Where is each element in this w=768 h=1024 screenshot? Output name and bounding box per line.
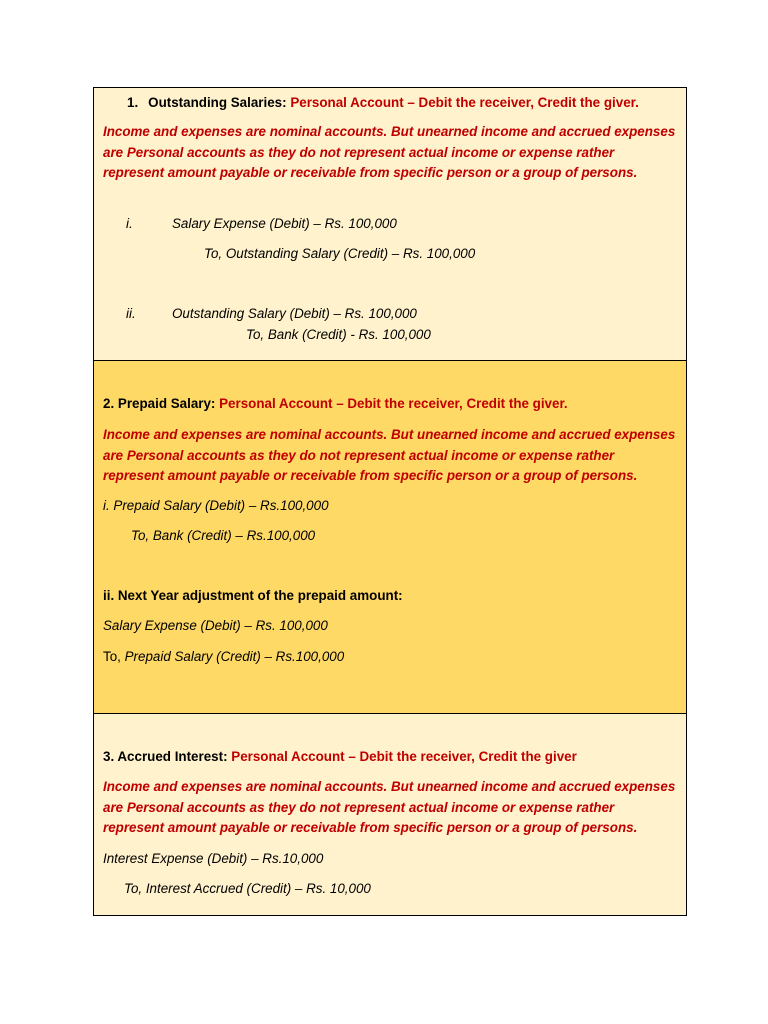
account-note: Income and expenses are nominal accounts. But unearned income and accrued expenses are Personal accounts as they do not represent actual income or expense rather represent amount payable or receivable from specific person or a group of persons. [103, 427, 676, 483]
entry-credit: To, Bank (Credit) - Rs. 100,000 [246, 327, 431, 342]
entry-number: i. [126, 216, 133, 231]
section-heading [103, 748, 577, 765]
entry-debit: Salary Expense (Debit) – Rs. 100,000 [172, 216, 397, 231]
entry-number: ii. [126, 306, 136, 321]
section-outstanding-salaries [94, 88, 686, 361]
entry-credit: Prepaid Salary (Credit) – Rs.100,000 [124, 649, 345, 664]
section-accrued-interest [94, 714, 686, 915]
entry-debit: Outstanding Salary (Debit) – Rs. 100,000 [172, 306, 417, 321]
entry-credit: To, Interest Accrued (Credit) – Rs. 10,000 [124, 881, 371, 896]
section-heading [103, 395, 568, 412]
entry-debit: Interest Expense (Debit) – Rs.10,000 [103, 851, 324, 866]
section-title: 3. Accrued Interest: [103, 749, 228, 764]
account-rule: Personal Account – Debit the receiver, Credit the giver. [290, 95, 639, 110]
entry-debit: i. Prepaid Salary (Debit) – Rs.100,000 [103, 498, 329, 513]
entry-credit: To, Outstanding Salary (Credit) – Rs. 100,000 [204, 246, 476, 261]
section-heading [127, 94, 639, 111]
section-number: 1. [127, 95, 139, 110]
account-rule: Personal Account – Debit the receiver, Credit the giver. [219, 396, 568, 411]
section-title: Outstanding Salaries: [148, 95, 287, 110]
account-rule: Personal Account – Debit the receiver, Credit the giver [231, 749, 577, 764]
section-prepaid-salary [94, 361, 686, 714]
account-note: Income and expenses are nominal accounts. But unearned income and accrued expenses are Personal accounts as they do not represent actual income or expense rather represent amount payable or receivable from specific person or a group of persons. [103, 779, 676, 835]
entry-credit-line [103, 648, 344, 665]
entry-credit-to: To, [103, 649, 121, 664]
entry-credit: To, Bank (Credit) – Rs.100,000 [131, 528, 316, 543]
subheading: ii. Next Year adjustment of the prepaid amount: [103, 588, 403, 603]
journal-entries-table [93, 87, 687, 916]
account-note: Income and expenses are nominal accounts. But unearned income and accrued expenses are Personal accounts as they do not represent actual income or expense rather represent amount payable or receivable from specific person or a group of persons. [103, 124, 676, 180]
entry-debit: Salary Expense (Debit) – Rs. 100,000 [103, 618, 328, 633]
section-title: 2. Prepaid Salary: [103, 396, 216, 411]
